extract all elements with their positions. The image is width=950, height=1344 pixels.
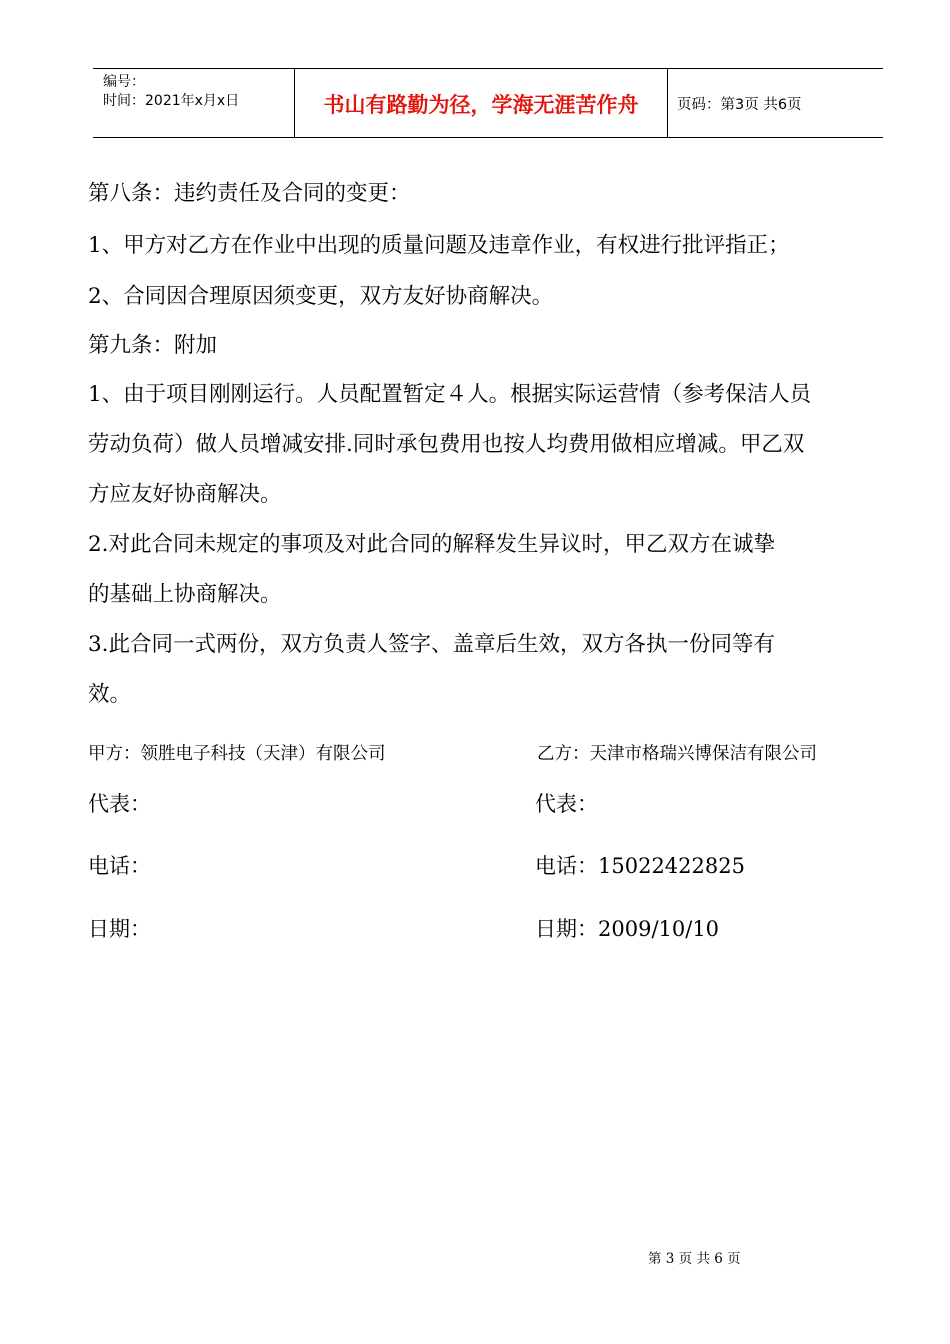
article-9-item-2-line-1: 2.对此合同未规定的事项及对此合同的解释发生异议时，甲乙双方在诚挚 [88, 532, 776, 557]
party-b-name: 乙方：天津市格瑞兴博保洁有限公司 [537, 744, 817, 764]
header-divider [667, 69, 668, 137]
header-meta [103, 73, 293, 111]
time-label: 时间：2021年x月x日 [103, 93, 240, 109]
article-9-item-1-line-1: 1、由于项目刚刚运行。人员配置暂定４人。根据实际运营情（参考保洁人员 [88, 382, 812, 407]
header-motto: 书山有路勤为径，学海无涯苦作舟 [323, 93, 639, 117]
page-footer: 第 3 页 共 6 页 [648, 1251, 741, 1267]
party-a-name: 甲方：领胜电子科技（天津）有限公司 [88, 744, 386, 764]
article-9-item-1-line-3: 方应友好协商解决。 [88, 482, 282, 507]
article-8-item-1: 1、甲方对乙方在作业中出现的质量问题及违章作业，有权进行批评指正； [88, 233, 790, 258]
article-9-item-2-line-2: 的基础上协商解决。 [88, 582, 282, 607]
party-a-date: 日期： [88, 917, 151, 941]
party-a-phone: 电话： [88, 854, 151, 878]
party-b-representative: 代表： [535, 792, 598, 816]
party-b-phone: 电话：15022422825 [535, 854, 745, 878]
header-page-info: 页码：第3页 共6页 [677, 97, 802, 113]
party-a-representative: 代表： [88, 792, 151, 816]
article-9-title: 第九条：附加 [88, 333, 218, 358]
article-9-item-3-line-2: 效。 [88, 682, 132, 707]
article-8-item-2: 2、合同因合理原因须变更，双方友好协商解决。 [88, 284, 554, 309]
article-8-title: 第八条：违约责任及合同的变更： [88, 181, 411, 206]
article-9-item-1-line-2: 劳动负荷）做人员增减安排.同时承包费用也按人均费用做相应增减。甲乙双 [88, 432, 805, 457]
page-header [93, 68, 883, 138]
serial-label: 编号： [103, 74, 145, 90]
party-b-date: 日期：2009/10/10 [535, 917, 720, 941]
article-9-item-3-line-1: 3.此合同一式两份，双方负责人签字、盖章后生效，双方各执一份同等有 [88, 632, 776, 657]
